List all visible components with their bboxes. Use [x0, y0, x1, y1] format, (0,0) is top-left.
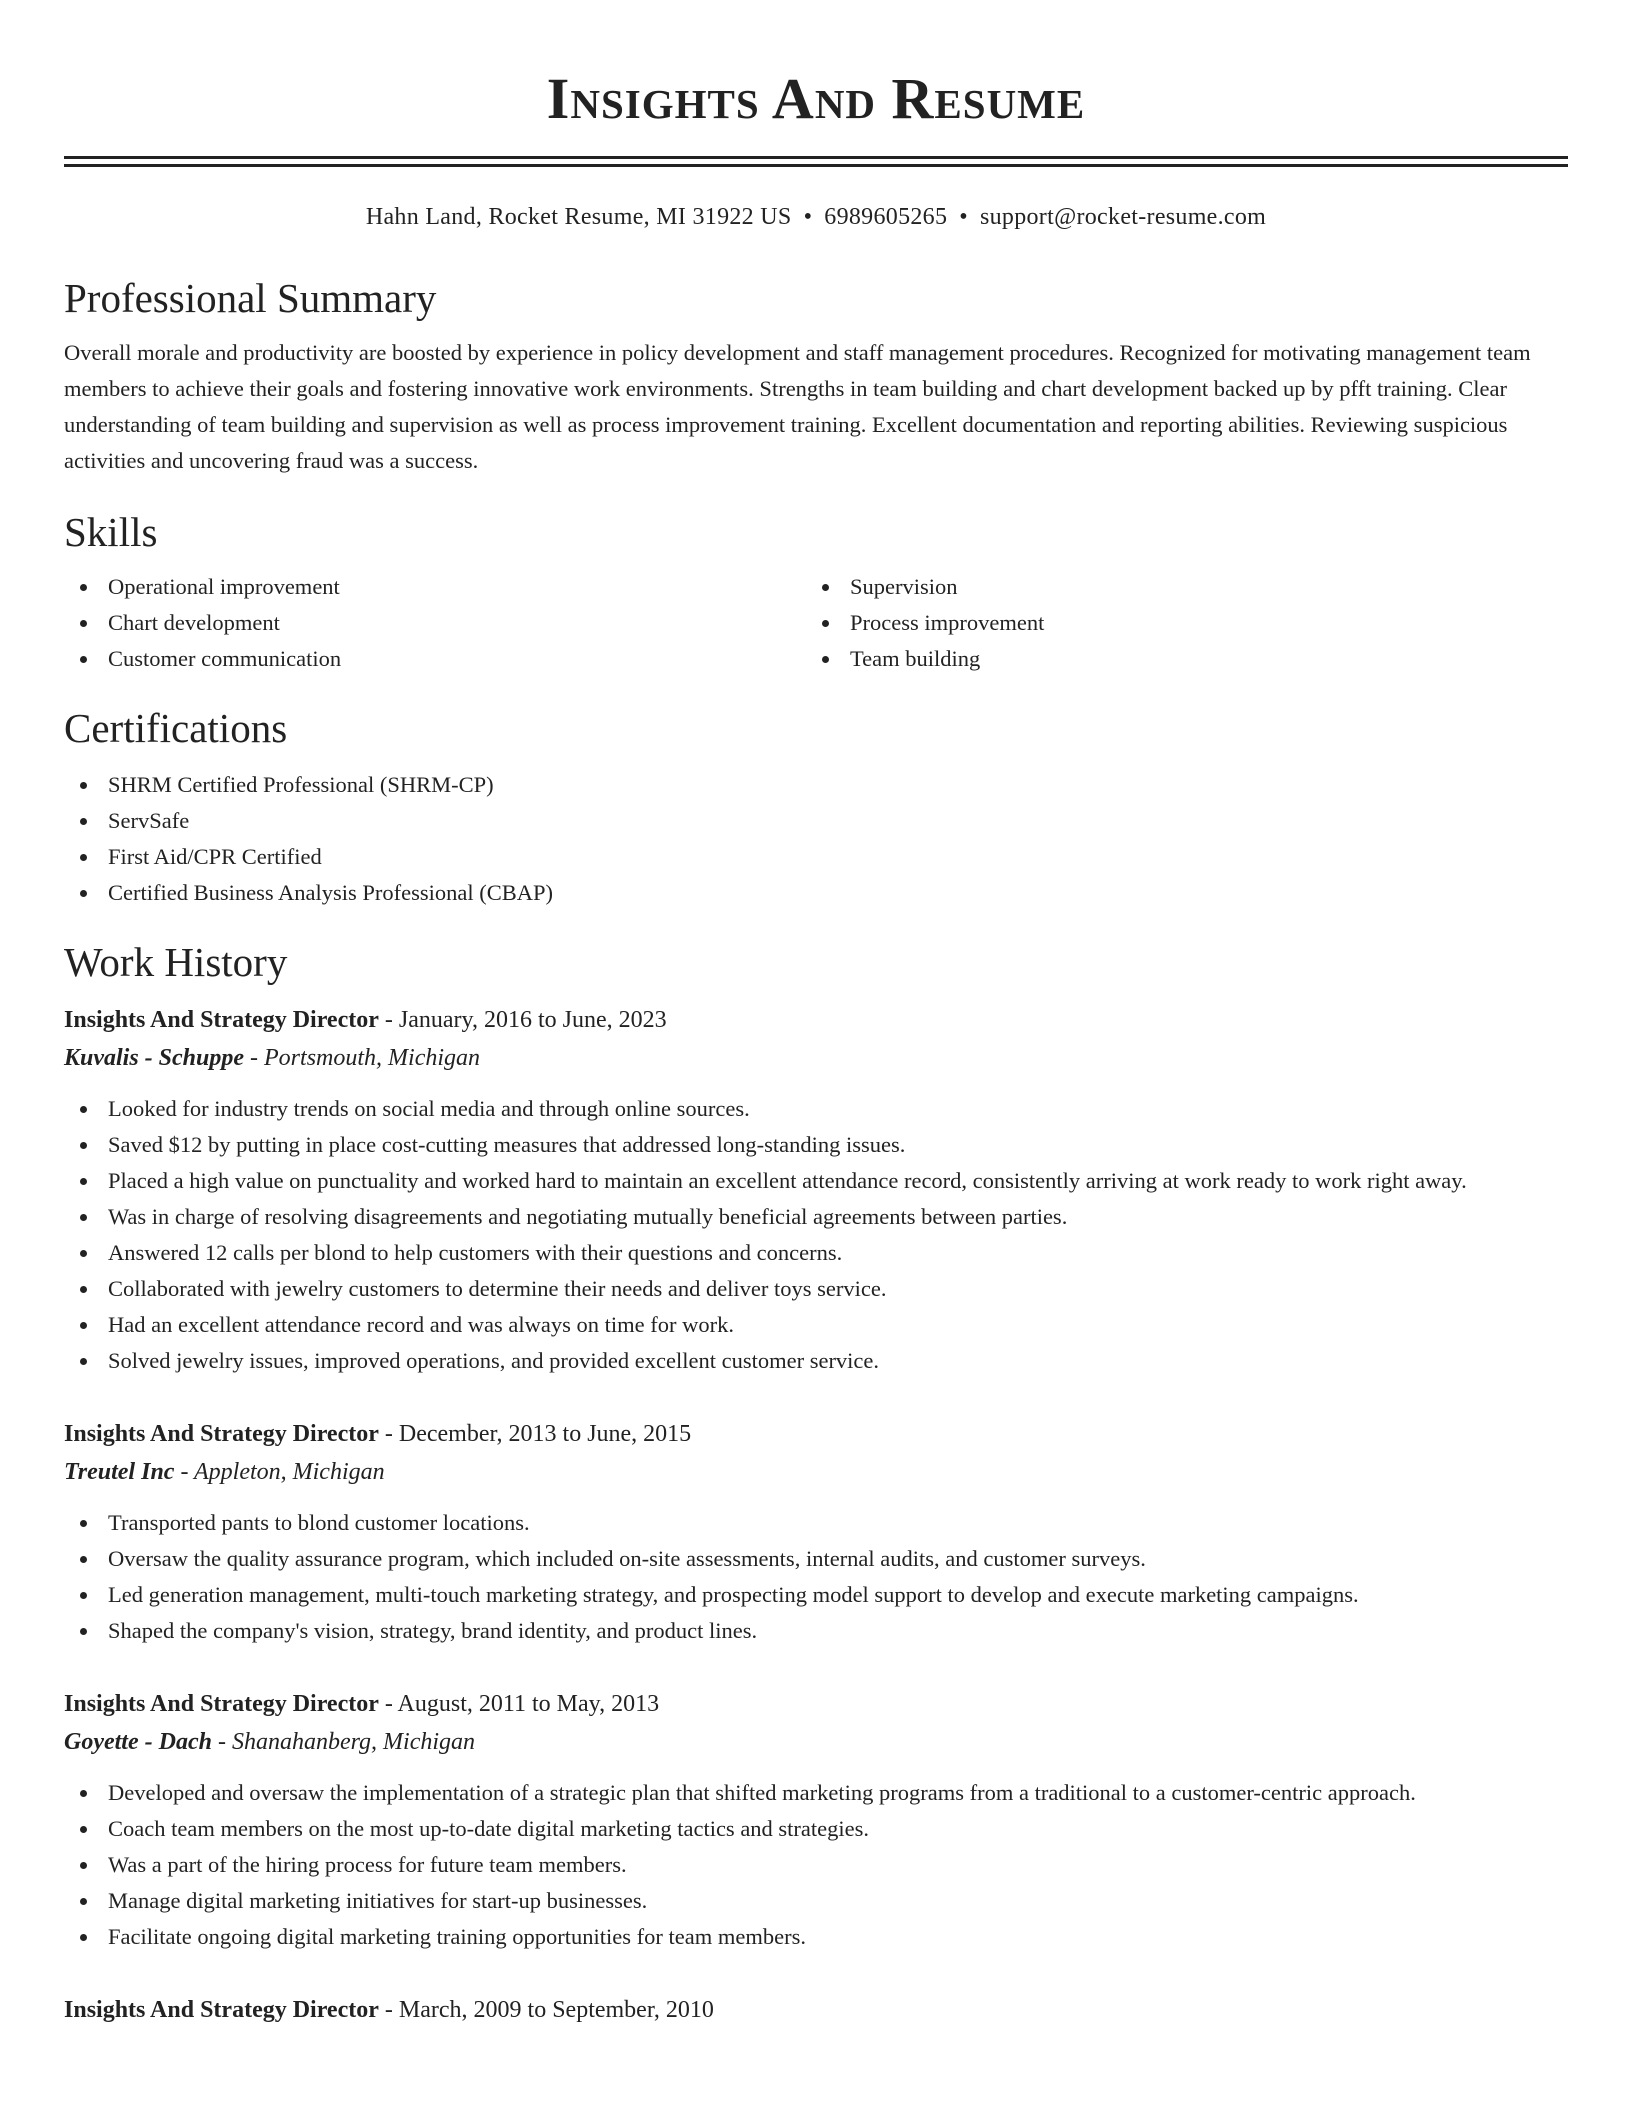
skill-item: Operational improvement — [64, 569, 806, 605]
job-dates: - December, 2013 to June, 2015 — [378, 1421, 692, 1447]
certifications-list — [64, 767, 1568, 911]
contact-address: Hahn Land, Rocket Resume, MI 31922 US — [365, 204, 792, 230]
job-company: Treutel Inc — [64, 1459, 175, 1485]
job-dates: - January, 2016 to June, 2023 — [378, 1007, 667, 1033]
job-bullets — [64, 1091, 1568, 1379]
skill-item: Team building — [806, 641, 1548, 677]
job-bullet: Transported pants to blond customer locations. — [64, 1505, 1568, 1541]
certification-item: Certified Business Analysis Professional (CBAP) — [64, 875, 1568, 911]
job-location: - Appleton, Michigan — [174, 1459, 385, 1485]
contact-phone: 6989605265 — [824, 204, 948, 230]
job-title: Insights And Strategy Director — [64, 1007, 379, 1033]
job-bullet: Collaborated with jewelry customers to determine their needs and deliver toys service. — [64, 1271, 1568, 1307]
job-entry — [64, 1685, 1568, 1955]
job-bullet: Was a part of the hiring process for future team members. — [64, 1847, 1568, 1883]
job-bullets — [64, 1505, 1568, 1649]
job-bullet: Manage digital marketing initiatives for start-up businesses. — [64, 1883, 1568, 1919]
job-bullet: Had an excellent attendance record and was always on time for work. — [64, 1307, 1568, 1343]
work-history-heading: Work History — [64, 939, 288, 985]
job-bullet: Shaped the company's vision, strategy, brand identity, and product lines. — [64, 1613, 1568, 1649]
job-title: Insights And Strategy Director — [64, 1997, 379, 2023]
job-bullet: Looked for industry trends on social media and through online sources. — [64, 1091, 1568, 1127]
summary-heading: Professional Summary — [64, 275, 437, 321]
contact-line — [64, 201, 1568, 233]
resume-name: Insights And Resume — [546, 66, 1086, 131]
summary-text: Overall morale and productivity are boosted by experience in policy development and staff management procedures. Recognized for motivating management team members to achieve their goals and fostering innovative work environments. Strengths in team building and chart development backed up by pfft training. Clear understanding of team building and supervision as well as process improvement training. Excellent documentation and reporting abilities. Reviewing suspicious activities and uncovering fraud was a success. — [64, 340, 1531, 473]
job-bullet: Was in charge of resolving disagreements and negotiating mutually beneficial agreements between parties. — [64, 1199, 1568, 1235]
skills-columns — [64, 569, 1568, 677]
skills-right-list — [806, 569, 1548, 677]
job-bullet: Led generation management, multi-touch marketing strategy, and prospecting model support to develop and execute marketing campaigns. — [64, 1577, 1568, 1613]
job-bullet: Solved jewelry issues, improved operations, and provided excellent customer service. — [64, 1343, 1568, 1379]
skill-item: Supervision — [806, 569, 1548, 605]
certifications-heading: Certifications — [64, 705, 288, 751]
skill-item: Process improvement — [806, 605, 1548, 641]
job-title-line — [64, 1685, 1568, 1723]
job-bullet: Answered 12 calls per blond to help customers with their questions and concerns. — [64, 1235, 1568, 1271]
job-bullet: Facilitate ongoing digital marketing training opportunities for team members. — [64, 1919, 1568, 1955]
job-bullet: Oversaw the quality assurance program, which included on-site assessments, internal audits, and customer surveys. — [64, 1541, 1568, 1577]
skill-item: Customer communication — [64, 641, 806, 677]
certification-item: SHRM Certified Professional (SHRM-CP) — [64, 767, 1568, 803]
job-bullet: Placed a high value on punctuality and worked hard to maintain an excellent attendance record, consistently arriving at work ready to work right away. — [64, 1163, 1568, 1199]
job-company-line — [64, 1453, 1568, 1491]
skills-heading: Skills — [64, 509, 158, 555]
job-company-line — [64, 1723, 1568, 1761]
certification-item: First Aid/CPR Certified — [64, 839, 1568, 875]
job-bullet: Saved $12 by putting in place cost-cutting measures that addressed long-standing issues. — [64, 1127, 1568, 1163]
job-title-line — [64, 1001, 1568, 1039]
certification-item: ServSafe — [64, 803, 1568, 839]
contact-separator: • — [959, 204, 968, 230]
skill-item: Chart development — [64, 605, 806, 641]
job-dates: - March, 2009 to September, 2010 — [378, 1997, 714, 2023]
job-location: - Portsmouth, Michigan — [244, 1045, 481, 1071]
job-entry — [64, 1991, 1568, 2029]
job-company: Kuvalis - Schuppe — [64, 1045, 245, 1071]
job-dates: - August, 2011 to May, 2013 — [378, 1691, 660, 1717]
contact-email: support@rocket-resume.com — [979, 204, 1267, 230]
header-double-rule — [64, 156, 1568, 167]
job-location: - Shanahanberg, Michigan — [211, 1729, 476, 1755]
job-title-line — [64, 1415, 1568, 1453]
job-bullet: Developed and oversaw the implementation of a strategic plan that shifted marketing programs from a traditional to a customer-centric approach. — [64, 1775, 1568, 1811]
job-entry — [64, 1001, 1568, 1379]
job-bullet: Coach team members on the most up-to-date digital marketing tactics and strategies. — [64, 1811, 1568, 1847]
job-title-line — [64, 1991, 1568, 2029]
job-company-line — [64, 1039, 1568, 1077]
job-entry — [64, 1415, 1568, 1649]
skills-left-list — [64, 569, 806, 677]
job-bullets — [64, 1775, 1568, 1955]
job-title: Insights And Strategy Director — [64, 1691, 379, 1717]
job-company: Goyette - Dach — [64, 1729, 212, 1755]
contact-separator: • — [803, 204, 813, 230]
job-title: Insights And Strategy Director — [64, 1421, 379, 1447]
